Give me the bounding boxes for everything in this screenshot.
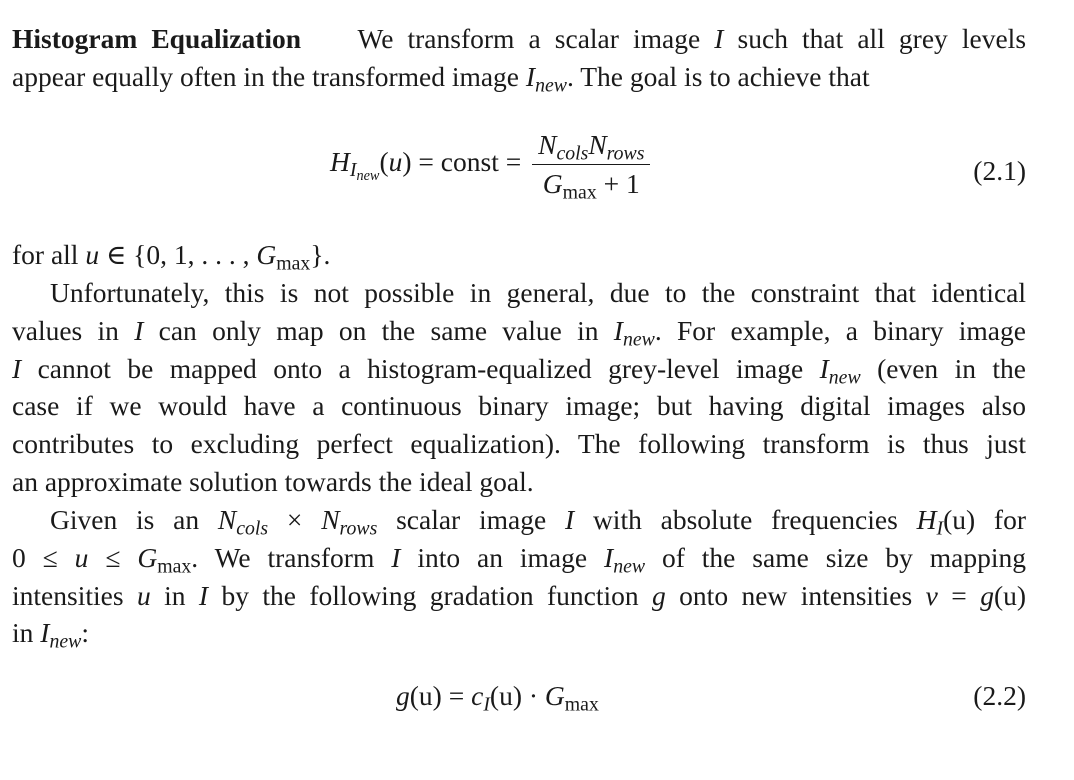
paper-page: Histogram Equalization We transform a scalar image I such that all grey levels appear equally often in the transformed image $I_{new}$. The goal is to achieve that $H_{I_{new}}(u)$ = const = $\frac{N_{cols}N_{rows}}{G_{max} + 1}$ (2.1) for all u ∈ {0, 1, . . . , $G_{max}$}. Unfortunately, this is not possible in general, due to the constraint that identical values in I can only map on the same value in $I_{new}$. For example, a binary image I cannot be mapped onto a histogram-equalized grey-level image $I_{new}$ (even in the case if we would have a continuous binary image; but having digital images also contributes to excluding perfect equalization). The following transform is thus just an approximate solution towards the ideal goal. Given is an $N_{cols} \times N_{rows}$ scalar image I with absolute frequencies $H_I(u)$ for $0 \le u \le G_{max}$. We transform I into an image $I_{new}$ of the same size by mapping intensities u in I by the following gradation function g onto new intensities v = g(u) in $I_{new}$: $g(u) = c_I(u) \cdot G_{max}$ (2.2) xyxy=(0,0,1074,780)
equation-number-2-1: (2.1) xyxy=(973,155,1026,186)
equation-number-2-2: (2.2) xyxy=(973,680,1026,711)
paragraph-2: Unfortunately, this is not possible in general, due to the constraint that identical values in I can only map on the same value in $I_{new}$. For example, a binary image I cannot be mapped onto a histogram-equalized grey-level image $I_{new}$ (even in the case if we would have a continuous binary image; but having digital images also contributes to excluding perfect equalization). The following transform is thus just an approximate solution towards the ideal goal. xyxy=(12,277,1027,497)
fraction xyxy=(532,126,650,203)
forall-line: for all u ∈ {0, 1, . . . , $G_{max}$}. xyxy=(12,239,331,275)
intro-line-1: Histogram Equalization We transform a scalar image I such that all grey levels xyxy=(12,23,1027,54)
fraction-numerator: $N_{cols}N_{rows}$ xyxy=(532,126,650,165)
fraction-denominator: $G_{max} + 1$ xyxy=(542,168,640,204)
section-heading: Histogram Equalization xyxy=(12,23,302,54)
paragraph-3: Given is an $N_{cols} \times N_{rows}$ scalar image I with absolute frequencies $H_I(u)$ for $0 \le u \le G_{max}$. We transform I into an image $I_{new}$ of the same size by mapping intensities u in I by the following gradation function g onto new intensities v = g(u) in $I_{new}$: xyxy=(12,504,1027,653)
intro-paragraph xyxy=(12,20,1026,96)
intro-line-2: appear equally often in the transformed image $I_{new}$. The goal is to achieve that xyxy=(12,60,870,97)
